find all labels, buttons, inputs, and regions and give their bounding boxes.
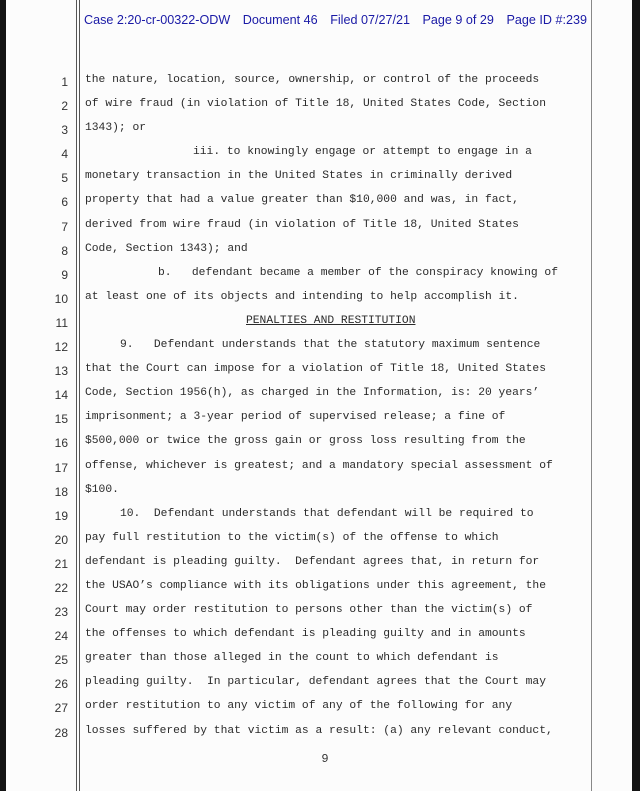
line-text: pay full restitution to the victim(s) of the offense to which (85, 531, 499, 544)
pleading-line (0, 530, 640, 554)
line-number: 6 (61, 195, 68, 210)
line-number: 28 (54, 725, 68, 740)
section-heading: PENALTIES AND RESTITUTION (246, 314, 416, 327)
page-count: Page 9 of 29 (422, 13, 494, 27)
line-text: the offenses to which defendant is pleading guilty and in amounts (85, 628, 526, 641)
line-number: 25 (54, 653, 68, 668)
line-number: 4 (61, 147, 68, 162)
line-text: of wire fraud (in violation of Title 18, United States Code, Section (85, 98, 546, 111)
line-number: 10 (54, 291, 68, 306)
line-number: 13 (54, 364, 68, 379)
pleading-line (0, 265, 640, 289)
line-number: 9 (61, 267, 68, 282)
line-number: 7 (61, 219, 68, 234)
pleading-lines (0, 72, 640, 747)
line-text: order restitution to any victim of any of the following for any (85, 700, 513, 713)
pleading-line (0, 482, 640, 506)
line-text: iii. to knowingly engage or attempt to engage in a (193, 146, 532, 159)
line-text: at least one of its objects and intending to help accomplish it. (85, 290, 519, 303)
line-number: 18 (54, 484, 68, 499)
page-id: Page ID #:239 (506, 13, 587, 27)
pleading-line (0, 289, 640, 313)
document-number: Document 46 (242, 13, 318, 27)
line-number: 15 (54, 412, 68, 427)
pleading-line (0, 144, 640, 168)
line-text: Code, Section 1343); and (85, 242, 248, 255)
line-text: losses suffered by that victim as a result: (a) any relevant conduct, (85, 724, 553, 737)
pleading-line (0, 698, 640, 722)
line-text: the USAO’s compliance with its obligations under this agreement, the (85, 579, 546, 592)
line-number: 21 (54, 556, 68, 571)
line-number: 26 (54, 677, 68, 692)
filed-date: Filed 07/27/21 (330, 13, 411, 27)
pleading-line (0, 554, 640, 578)
line-text: 10. Defendant understands that defendant will be required to (120, 507, 534, 520)
line-text: property that had a value greater than $10,000 and was, in fact, (85, 194, 519, 207)
line-number: 19 (54, 508, 68, 523)
pleading-line (0, 458, 640, 482)
line-number: 12 (54, 340, 68, 355)
line-text: the nature, location, source, ownership, or control of the proceeds (85, 74, 540, 86)
line-text: that the Court can impose for a violation of Title 18, United States (85, 363, 546, 376)
pleading-line (0, 674, 640, 698)
line-number: 11 (55, 315, 68, 330)
line-number: 1 (61, 75, 68, 89)
line-number: 8 (61, 243, 68, 258)
pleading-line (0, 602, 640, 626)
pleading-line (0, 72, 640, 96)
pleading-line (0, 96, 640, 120)
pleading-line (0, 506, 640, 530)
pleading-line (0, 433, 640, 457)
line-number: 22 (54, 580, 68, 595)
case-header (84, 13, 596, 27)
pleading-line (0, 337, 640, 361)
line-number: 2 (61, 99, 68, 114)
line-text: b. defendant became a member of the conspiracy knowing of (158, 266, 558, 279)
pleading-line (0, 217, 640, 241)
pleading-line (0, 578, 640, 602)
line-text: Court may order restitution to persons other than the victim(s) of (85, 604, 533, 617)
line-text: pleading guilty. In particular, defendant agrees that the Court may (85, 676, 546, 689)
line-number: 14 (54, 388, 68, 403)
line-number: 17 (54, 460, 68, 475)
line-number: 20 (54, 532, 68, 547)
pleading-line (0, 241, 640, 265)
line-number: 5 (61, 171, 68, 186)
line-number: 24 (54, 629, 68, 644)
pleading-line (0, 168, 640, 192)
pleading-line (0, 361, 640, 385)
line-text: derived from wire fraud (in violation of Title 18, United States (85, 218, 519, 231)
line-text: monetary transaction in the United States in criminally derived (85, 170, 513, 183)
line-text: greater than those alleged in the count to which defendant is (85, 652, 499, 665)
page-number: 9 (321, 752, 329, 766)
pleading-line (0, 650, 640, 674)
line-number: 3 (61, 123, 68, 138)
line-text: $500,000 or twice the gross gain or gross loss resulting from the (85, 435, 526, 448)
line-text: Code, Section 1956(h), as charged in the Information, is: 20 years’ (85, 387, 540, 400)
pleading-line (0, 723, 640, 747)
line-text: defendant is pleading guilty. Defendant agrees that, in return for (85, 555, 540, 568)
pleading-line (0, 192, 640, 216)
case-number: Case 2:20-cr-00322-ODW (84, 13, 231, 27)
line-text: offense, whichever is greatest; and a mandatory special assessment of (85, 459, 553, 472)
pleading-line (0, 313, 640, 337)
line-text: $100. (85, 483, 119, 496)
line-number: 16 (54, 436, 68, 451)
pleading-line (0, 120, 640, 144)
line-number: 27 (54, 701, 68, 716)
pleading-line (0, 409, 640, 433)
pleading-line (0, 626, 640, 650)
line-number: 23 (54, 605, 68, 620)
line-text: imprisonment; a 3-year period of supervised release; a fine of (85, 411, 506, 424)
line-text: 1343); or (85, 122, 147, 135)
line-text: 9. Defendant understands that the statutory maximum sentence (120, 339, 541, 352)
pleading-line (0, 385, 640, 409)
